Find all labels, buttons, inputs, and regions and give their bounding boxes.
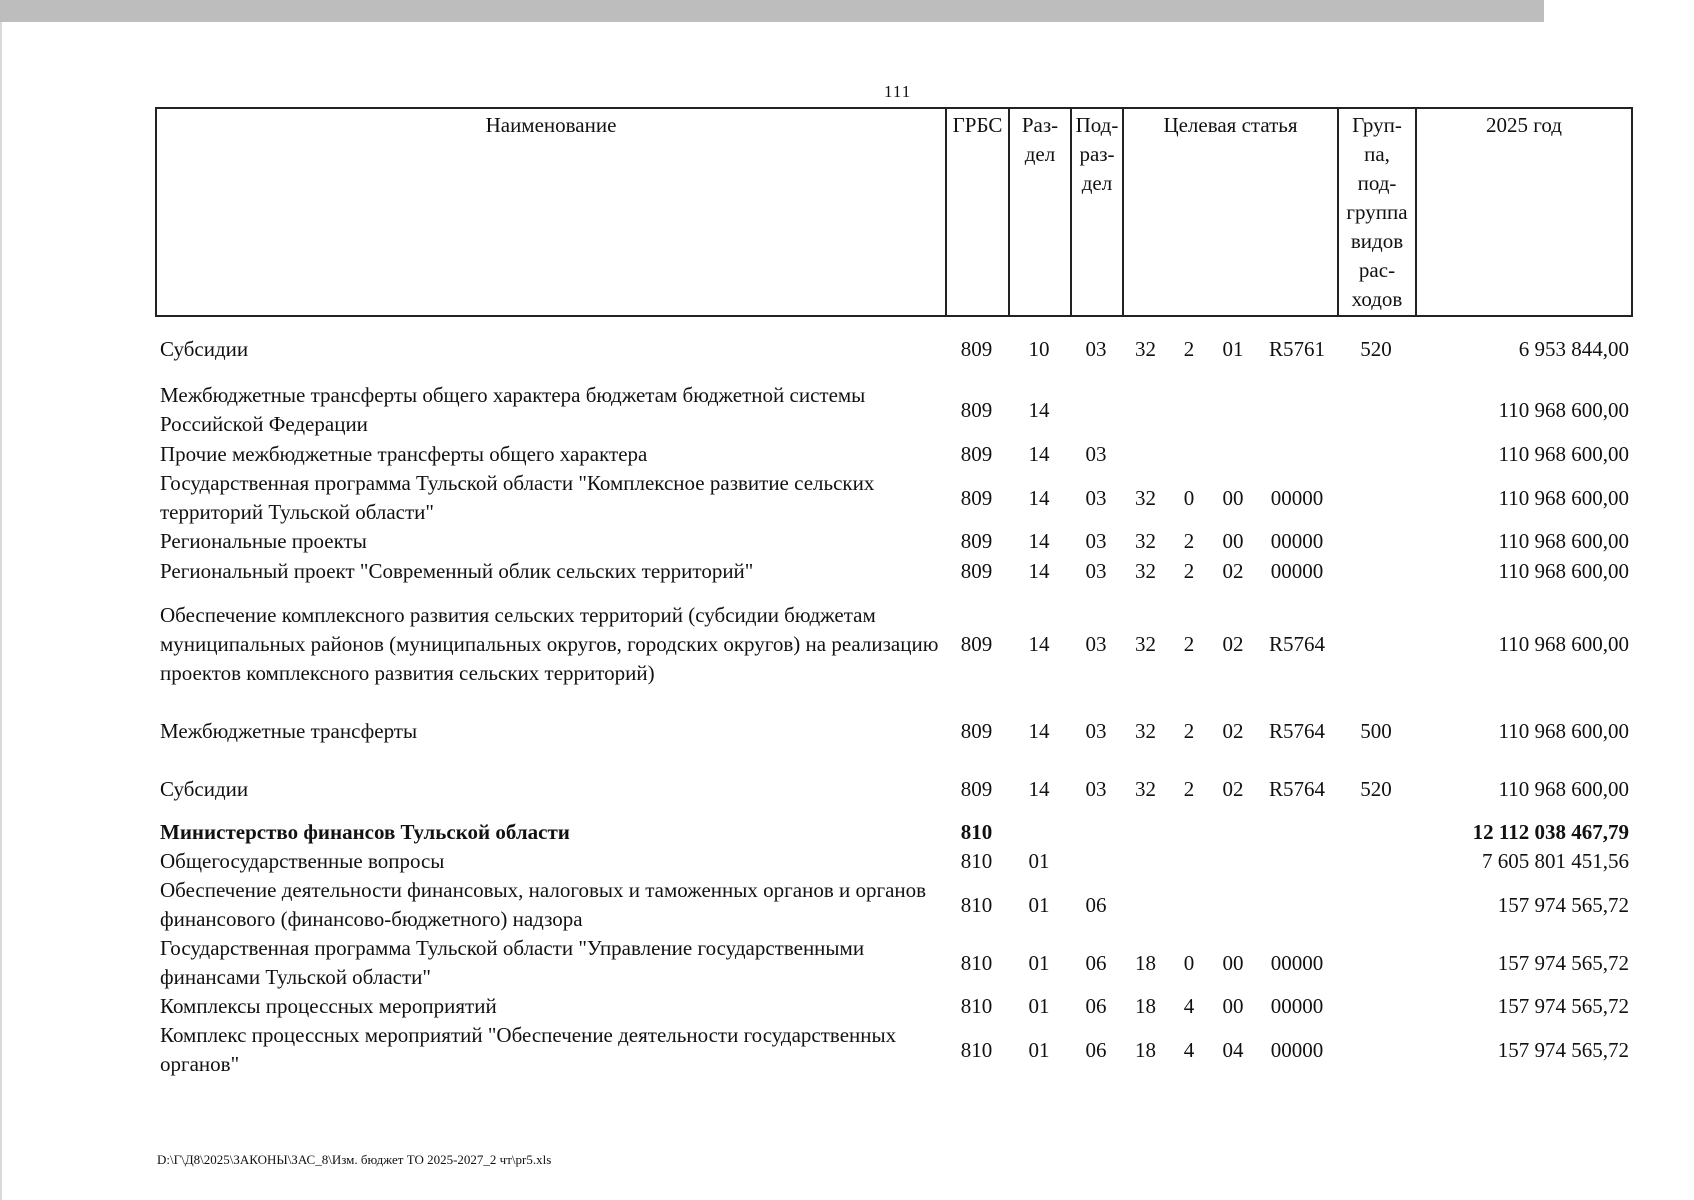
row-name: Субсидии — [160, 776, 249, 801]
row-target-program — [1122, 818, 1169, 847]
row-expense-group — [1337, 992, 1415, 1021]
row-amount: 110 968 600,00 — [1498, 776, 1629, 801]
row-target-program — [1122, 440, 1169, 469]
row-razdel: 14 — [1028, 631, 1050, 656]
row-target-type: 2 — [1183, 718, 1195, 743]
header-group-line: группа — [1346, 200, 1408, 224]
row-target-type: 0 — [1183, 950, 1195, 975]
row-target-structure — [1209, 818, 1257, 847]
row-podrazdel — [1070, 847, 1122, 876]
row-grbs: 809 — [960, 776, 993, 801]
table-row — [155, 469, 1631, 527]
row-expense-group — [1337, 934, 1415, 992]
header-year: 2025 год — [1416, 108, 1632, 316]
row-grbs: 809 — [960, 336, 993, 361]
row-target-type — [1169, 440, 1209, 469]
row-razdel: 01 — [1028, 892, 1050, 917]
row-expense-group — [1337, 818, 1415, 847]
row-grbs: 810 — [960, 994, 993, 1018]
row-target-structure — [1209, 440, 1257, 469]
row-target-program — [1122, 380, 1169, 440]
table-row — [155, 556, 1631, 586]
row-target-structure: 02 — [1222, 558, 1244, 583]
row-target-direction: R5761 — [1268, 336, 1325, 361]
row-podrazdel: 03 — [1085, 718, 1107, 743]
row-target-direction: 00000 — [1270, 558, 1324, 583]
row-podrazdel — [1070, 818, 1122, 847]
row-podrazdel: 03 — [1085, 336, 1107, 361]
row-target-structure: 00 — [1222, 485, 1244, 510]
row-podrazdel: 03 — [1085, 631, 1107, 656]
row-target-program: 32 — [1135, 631, 1156, 656]
table-row — [155, 702, 1631, 760]
row-amount: 157 974 565,72 — [1497, 1037, 1629, 1062]
header-group-line: видов — [1350, 229, 1404, 253]
row-target-structure — [1209, 380, 1257, 440]
row-target-program: 18 — [1135, 950, 1156, 975]
header-razdel-line: Раз- — [1021, 113, 1059, 137]
row-razdel: 14 — [1028, 442, 1050, 466]
header-group-line: па, — [1364, 142, 1390, 166]
row-target-direction: 00000 — [1270, 529, 1324, 553]
row-grbs: 809 — [960, 558, 993, 583]
row-name: Государственная программа Тульской области "Комплексное развитие сельских территорий Тульской области" — [160, 471, 875, 524]
row-target-type — [1169, 876, 1209, 934]
row-podrazdel: 03 — [1085, 558, 1107, 583]
row-grbs: 810 — [960, 820, 993, 844]
row-razdel: 14 — [1028, 718, 1050, 743]
row-target-program: 18 — [1135, 1037, 1156, 1062]
row-target-structure — [1209, 847, 1257, 876]
header-name: Наименование — [156, 108, 946, 316]
row-target-structure: 02 — [1222, 718, 1244, 743]
row-target-type: 4 — [1183, 994, 1195, 1018]
row-target-direction: 00000 — [1270, 994, 1324, 1018]
row-name: Комплекс процессных мероприятий "Обеспечение деятельности государственных органов" — [160, 1023, 897, 1076]
row-expense-group — [1337, 527, 1415, 556]
row-amount: 157 974 565,72 — [1497, 892, 1629, 917]
row-amount: 110 968 600,00 — [1498, 718, 1629, 743]
table-row — [155, 760, 1631, 818]
row-target-program: 32 — [1135, 529, 1156, 553]
row-amount: 110 968 600,00 — [1498, 529, 1629, 553]
row-podrazdel: 03 — [1085, 529, 1107, 553]
row-target-direction — [1257, 440, 1337, 469]
row-target-structure: 02 — [1222, 631, 1244, 656]
row-name: Прочие межбюджетные трансферты общего характера — [160, 442, 648, 466]
row-podrazdel: 03 — [1085, 485, 1107, 510]
row-name: Региональные проекты — [160, 529, 367, 553]
row-target-type: 2 — [1183, 529, 1195, 553]
row-name: Обеспечение комплексного развития сельских территорий (субсидии бюджетам муниципальных районов (муниципальных округов, городских округов) на реализацию проектов комплексного развития сельских территорий) — [160, 602, 939, 685]
table-row — [155, 586, 1631, 702]
header-razdel-line: дел — [1024, 142, 1056, 166]
row-name: Субсидии — [160, 336, 249, 361]
file-path-footer: D:\Г\Д8\2025\ЗАКОНЫ\ЗАС_8\Изм. бюджет ТО 2025-2027_2 чт\pr5.xls — [157, 1152, 552, 1167]
table-row — [155, 847, 1631, 876]
row-podrazdel: 06 — [1085, 1037, 1107, 1062]
row-grbs: 810 — [960, 849, 993, 873]
row-target-structure: 02 — [1222, 776, 1244, 801]
row-target-direction: 00000 — [1270, 950, 1324, 975]
row-target-type — [1169, 818, 1209, 847]
row-expense-group — [1337, 876, 1415, 934]
row-target-type: 2 — [1183, 558, 1195, 583]
row-expense-group — [1337, 556, 1415, 586]
row-target-program: 18 — [1135, 994, 1156, 1018]
row-target-program — [1122, 847, 1169, 876]
row-name: Комплексы процессных мероприятий — [160, 994, 497, 1018]
row-target-type: 2 — [1183, 631, 1195, 656]
row-razdel: 14 — [1028, 485, 1050, 510]
row-razdel: 10 — [1028, 336, 1050, 361]
row-target-program — [1122, 876, 1169, 934]
header-podrazdel-line: дел — [1081, 171, 1113, 195]
header-podrazdel — [1071, 108, 1123, 316]
row-amount: 6 953 844,00 — [1518, 336, 1629, 361]
row-grbs: 809 — [960, 718, 993, 743]
header-podrazdel-line: раз- — [1079, 142, 1115, 166]
row-podrazdel: 03 — [1085, 776, 1107, 801]
header-razdel — [1009, 108, 1071, 316]
row-razdel: 01 — [1028, 950, 1050, 975]
row-amount: 157 974 565,72 — [1497, 950, 1629, 975]
row-target-structure: 00 — [1222, 529, 1244, 553]
row-name: Общегосударственные вопросы — [160, 849, 445, 873]
row-target-direction: R5764 — [1268, 631, 1325, 656]
row-target-type — [1169, 380, 1209, 440]
row-target-program: 32 — [1135, 558, 1156, 583]
header-expense-group — [1338, 108, 1416, 316]
row-target-structure: 00 — [1222, 994, 1244, 1018]
table-row — [155, 992, 1631, 1021]
table-row — [155, 318, 1631, 380]
row-name: Обеспечение деятельности финансовых, налоговых и таможенных органов и органов финансового (финансово-бюджетного) надзора — [160, 878, 927, 931]
row-target-direction: 00000 — [1270, 1037, 1324, 1062]
page-number: 111 — [884, 82, 912, 101]
row-name: Государственная программа Тульской области "Управление государственными финансами Тульской области" — [160, 936, 865, 989]
header-podrazdel-line: Под- — [1075, 113, 1119, 137]
header-grbs: ГРБС — [946, 108, 1009, 316]
row-razdel: 01 — [1028, 1037, 1050, 1062]
row-podrazdel: 03 — [1085, 442, 1107, 466]
row-amount: 7 605 801 451,56 — [1482, 849, 1629, 873]
table-row — [155, 876, 1631, 934]
row-target-direction: R5764 — [1268, 718, 1325, 743]
row-target-type: 4 — [1183, 1037, 1195, 1062]
row-target-type: 2 — [1183, 776, 1195, 801]
row-expense-group — [1337, 1021, 1415, 1079]
row-expense-group: 520 — [1360, 336, 1392, 361]
header-group-line: под- — [1357, 171, 1397, 195]
row-target-program: 32 — [1135, 776, 1156, 801]
row-expense-group — [1337, 586, 1415, 702]
row-name: Межбюджетные трансферты — [160, 718, 418, 743]
row-amount: 12 112 038 467,79 — [1472, 820, 1629, 844]
row-expense-group — [1337, 440, 1415, 469]
row-podrazdel: 06 — [1085, 950, 1107, 975]
row-podrazdel: 06 — [1085, 892, 1107, 917]
row-expense-group — [1337, 847, 1415, 876]
row-razdel: 01 — [1028, 849, 1050, 873]
scan-top-band-gap — [1544, 0, 1694, 22]
scan-left-edge — [0, 22, 2, 1200]
row-grbs: 809 — [960, 442, 993, 466]
row-grbs: 809 — [960, 397, 993, 422]
row-razdel: 14 — [1028, 558, 1050, 583]
row-target-program: 32 — [1135, 485, 1156, 510]
header-group-line: рас- — [1358, 258, 1396, 282]
row-amount: 157 974 565,72 — [1497, 994, 1629, 1018]
row-name: Региональный проект "Современный облик сельских территорий" — [160, 558, 754, 583]
row-expense-group — [1337, 380, 1415, 440]
row-amount: 110 968 600,00 — [1498, 631, 1629, 656]
row-grbs: 809 — [960, 631, 993, 656]
row-amount: 110 968 600,00 — [1498, 558, 1629, 583]
row-target-direction — [1257, 818, 1337, 847]
table-row — [155, 527, 1631, 556]
table-header — [155, 107, 1633, 317]
row-grbs: 810 — [960, 892, 993, 917]
row-name: Межбюджетные трансферты общего характера бюджетам бюджетной системы Российской Федерации — [160, 383, 866, 436]
row-grbs: 810 — [960, 1037, 993, 1062]
row-target-direction: 00000 — [1270, 485, 1324, 510]
row-expense-group — [1337, 469, 1415, 527]
row-target-structure: 01 — [1222, 336, 1244, 361]
row-amount: 110 968 600,00 — [1498, 442, 1629, 466]
row-podrazdel — [1070, 380, 1122, 440]
header-group-line: Груп- — [1352, 113, 1402, 137]
table-row — [155, 440, 1631, 469]
table-row — [155, 818, 1631, 847]
row-amount: 110 968 600,00 — [1498, 485, 1629, 510]
table-row — [155, 380, 1631, 440]
row-razdel: 14 — [1028, 776, 1050, 801]
row-grbs: 810 — [960, 950, 993, 975]
table-row — [155, 934, 1631, 992]
row-target-type: 0 — [1183, 485, 1195, 510]
scan-top-band — [0, 0, 1694, 22]
header-group-line: ходов — [1351, 287, 1403, 311]
row-target-direction — [1257, 876, 1337, 934]
row-target-program: 32 — [1135, 336, 1156, 361]
header-target-article: Целевая статья — [1123, 108, 1338, 316]
row-podrazdel: 06 — [1085, 994, 1107, 1018]
row-razdel: 14 — [1028, 397, 1050, 422]
row-target-structure: 00 — [1222, 950, 1244, 975]
row-grbs: 809 — [960, 529, 993, 553]
row-target-structure — [1209, 876, 1257, 934]
row-razdel: 14 — [1028, 529, 1050, 553]
row-expense-group: 500 — [1360, 718, 1392, 743]
row-target-direction — [1257, 847, 1337, 876]
row-target-direction: R5764 — [1268, 776, 1325, 801]
row-target-direction — [1257, 380, 1337, 440]
row-target-type: 2 — [1183, 336, 1195, 361]
row-target-type — [1169, 847, 1209, 876]
table-row — [155, 1021, 1631, 1079]
row-expense-group: 520 — [1360, 776, 1392, 801]
budget-table — [155, 318, 1631, 1079]
row-razdel — [1008, 818, 1070, 847]
row-razdel: 01 — [1028, 994, 1050, 1018]
row-amount: 110 968 600,00 — [1498, 397, 1629, 422]
row-target-structure: 04 — [1222, 1037, 1244, 1062]
row-grbs: 809 — [960, 485, 993, 510]
row-name: Министерство финансов Тульской области — [160, 820, 570, 844]
row-target-program: 32 — [1135, 718, 1156, 743]
